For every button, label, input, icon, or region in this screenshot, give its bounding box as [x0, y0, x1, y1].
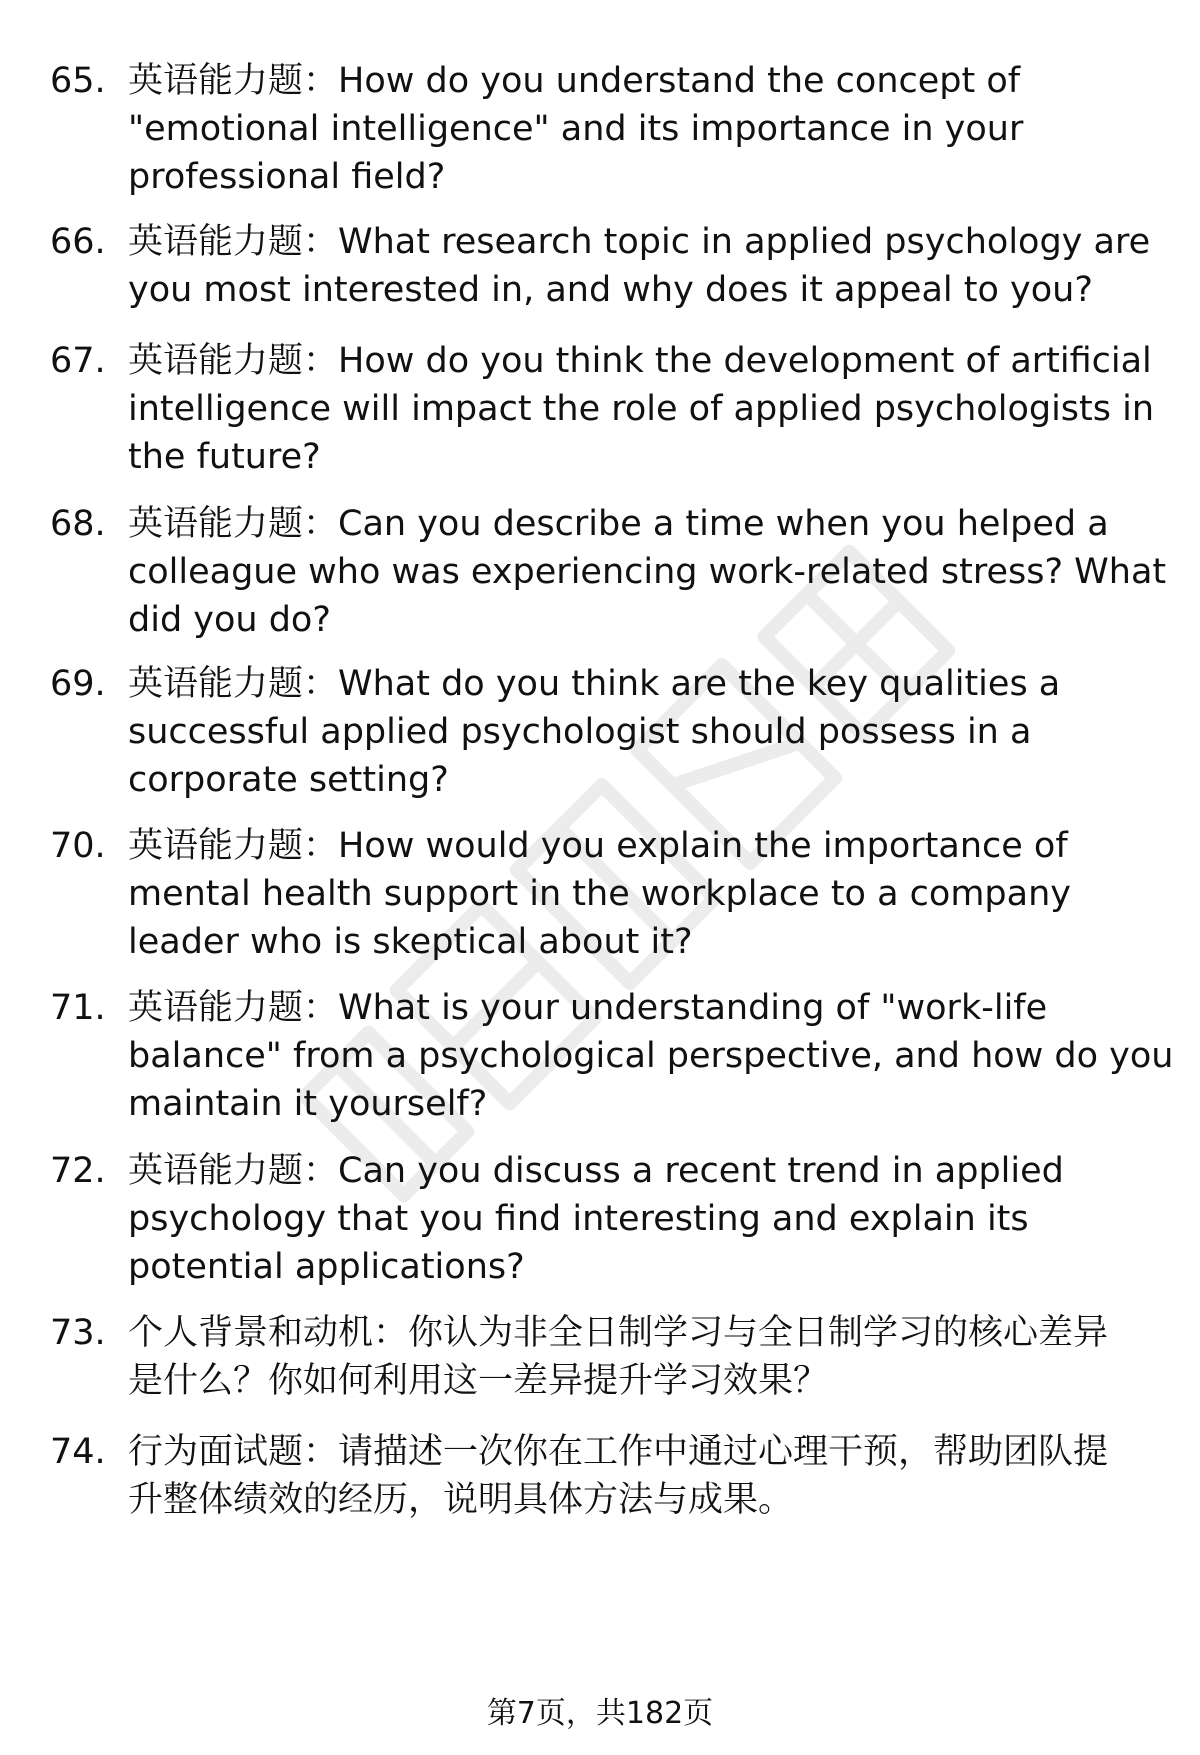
question-text: 行为面试题：请描述一次你在工作中通过心理干预，帮助团队提 升整体绩效的经历，说明具体方法与成果。 [128, 1432, 1109, 1520]
question-number: 65. [50, 61, 106, 101]
page-footer: 第7页，共182页 [486, 1696, 714, 1731]
question-text: 英语能力题：How would you explain the importance of mental health support in the workplace to a company leader who is skeptical about it? [128, 826, 1071, 962]
question-number: 69. [50, 664, 106, 704]
question-text: 英语能力题：What research topic in applied psychology are you most interested in, and why does it appeal to you? [128, 222, 1151, 310]
question-number: 67. [50, 341, 106, 381]
question-number: 68. [50, 504, 106, 544]
question-number: 72. [50, 1151, 106, 1191]
question-text: 英语能力题：Can you describe a time when you helped a colleague who was experiencing work-related stress? What did you do? [128, 504, 1167, 640]
question-number: 71. [50, 988, 106, 1028]
question-text: 英语能力题：What is your understanding of "work-life balance" from a psychological perspective, and how do you maintain it yourself? [128, 988, 1174, 1124]
question-number: 74. [50, 1432, 106, 1472]
question-text: 个人背景和动机：你认为非全日制学习与全日制学习的核心差异 是什么？你如何利用这一差异提升学习效果？ [128, 1313, 1109, 1401]
question-number: 73. [50, 1313, 106, 1353]
question-number: 66. [50, 222, 106, 262]
question-text: 英语能力题：Can you discuss a recent trend in applied psychology that you find interesting and explain its potential applications? [128, 1151, 1064, 1287]
question-text: 英语能力题：How do you understand the concept of "emotional intelligence" and its importance in your professional field? [128, 61, 1024, 197]
question-text: 英语能力题：What do you think are the key qualities a successful applied psychologist should possess in a corporate setting? [128, 664, 1061, 800]
question-number: 70. [50, 826, 106, 866]
question-text: 英语能力题：How do you think the development of artificial intelligence will impact the role of applied psychologists in the future? [128, 341, 1155, 477]
